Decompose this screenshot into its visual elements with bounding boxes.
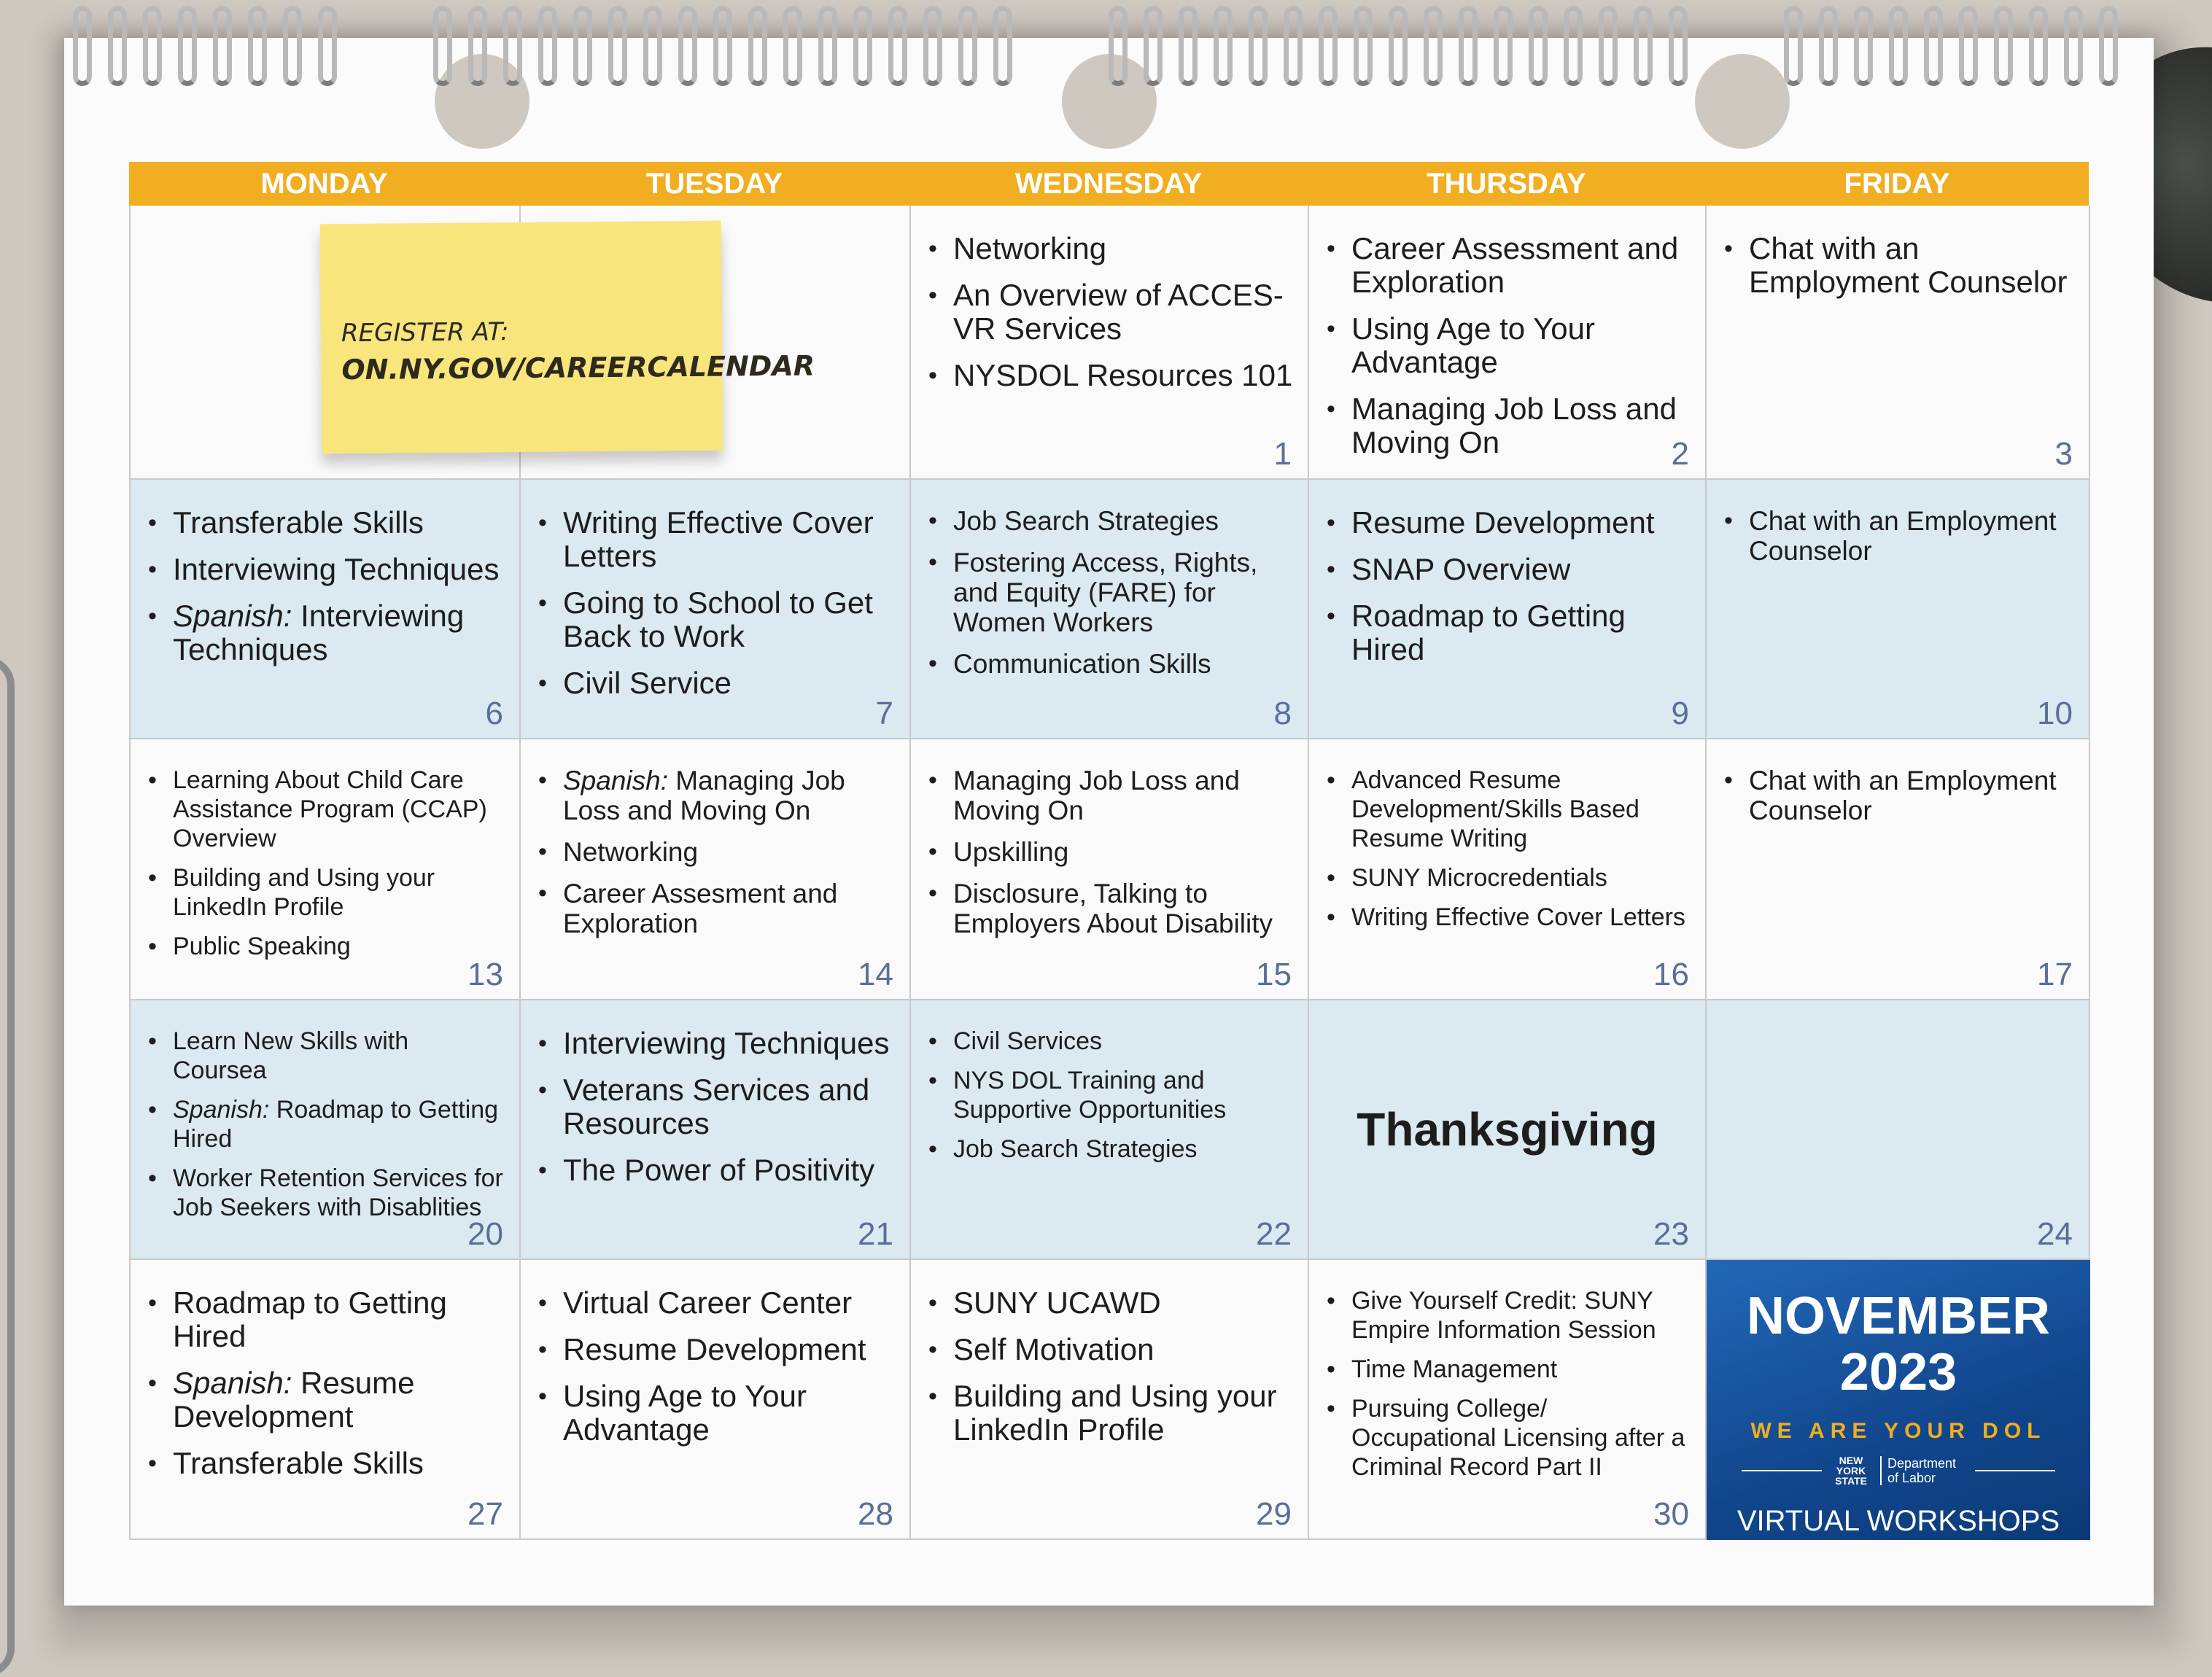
- promo-subtitle: VIRTUAL WORKSHOPS: [1736, 1505, 2060, 1537]
- header-thursday: THURSDAY: [1427, 167, 1586, 200]
- workshop-item[interactable]: [928, 1135, 1293, 1164]
- workshop-item[interactable]: [538, 1286, 895, 1320]
- day-cell[interactable]: [521, 1260, 911, 1540]
- binding-ring: [213, 6, 232, 86]
- binding-ring: [433, 6, 452, 86]
- workshop-title: Interviewing Techniques: [563, 1026, 890, 1060]
- workshop-item[interactable]: [148, 506, 505, 540]
- sticky-register-label: REGISTER AT:: [341, 317, 509, 349]
- day-cell[interactable]: [911, 480, 1309, 739]
- workshop-title: Civil Services: [953, 1027, 1103, 1055]
- day-number: 20: [467, 1216, 503, 1252]
- day-cell[interactable]: [1707, 739, 2090, 1000]
- day-number: 1: [1273, 436, 1292, 472]
- binding-ring: [1284, 6, 1303, 86]
- day-number: 23: [1653, 1216, 1689, 1252]
- binding-ring: [1179, 6, 1198, 86]
- cable: [0, 656, 15, 1677]
- spiral-binding: [73, 0, 2151, 87]
- workshop-title: Transferable Skills: [173, 1446, 424, 1480]
- binding-ring: [678, 6, 697, 86]
- logo-rule: [1742, 1470, 1822, 1471]
- workshop-title: Career Assesment and Exploration: [563, 879, 838, 938]
- logo-rule: [1975, 1470, 2055, 1471]
- workshop-list: [1724, 766, 2074, 825]
- workshop-item[interactable]: [148, 1164, 505, 1222]
- workshop-title: Resume Development: [563, 1332, 866, 1366]
- binding-ring: [1354, 6, 1373, 86]
- binding-ring: [503, 6, 522, 86]
- workshop-item[interactable]: [538, 879, 895, 938]
- binding-ring: [1494, 6, 1513, 86]
- day-cell[interactable]: [131, 1260, 521, 1540]
- binding-ring: [1319, 6, 1338, 86]
- workshop-list: [928, 232, 1293, 392]
- workshop-item[interactable]: [928, 279, 1293, 346]
- workshop-title: Pursuing College/ Occupational Licensing after a Criminal Record Part II: [1351, 1395, 1685, 1481]
- day-number: 16: [1653, 957, 1689, 992]
- workshop-list: [1327, 232, 1691, 459]
- workshop-title: Writing Effective Cover Letters: [563, 505, 874, 573]
- workshop-item[interactable]: [1327, 863, 1691, 892]
- day-number: 7: [875, 696, 893, 731]
- workshop-list: [1724, 232, 2074, 299]
- workshop-item[interactable]: [148, 599, 505, 666]
- workshop-title: Building and Using your LinkedIn Profile: [953, 1379, 1277, 1447]
- workshop-title: Transferable Skills: [173, 505, 424, 540]
- day-number: 22: [1256, 1216, 1292, 1252]
- binding-ring: [1959, 6, 1978, 86]
- workshop-item[interactable]: [1327, 903, 1691, 932]
- binding-ring: [1249, 6, 1268, 86]
- workshop-title: Using Age to Your Advantage: [1351, 311, 1595, 379]
- binding-ring: [1389, 6, 1408, 86]
- binding-ring: [468, 6, 487, 86]
- binding-ring: [1599, 6, 1618, 86]
- workshop-title: Networking: [563, 837, 699, 867]
- workshop-title: SUNY UCAWD: [953, 1285, 1161, 1320]
- workshop-list: [928, 1027, 1293, 1164]
- binding-ring: [1144, 6, 1163, 86]
- binding-ring: [1819, 6, 1838, 86]
- workshop-title: Upskilling: [953, 837, 1069, 867]
- workshop-title: NYSDOL Resources 101: [953, 358, 1293, 392]
- day-cell[interactable]: [1707, 206, 2090, 480]
- workshop-title: Roadmap to Getting Hired: [173, 1096, 499, 1153]
- workshop-item[interactable]: [148, 1095, 505, 1153]
- day-cell[interactable]: [131, 1000, 521, 1260]
- workshop-item[interactable]: [1327, 392, 1691, 459]
- binding-ring: [993, 6, 1012, 86]
- binding-ring: [643, 6, 662, 86]
- workshop-title: Chat with an Employment Counselor: [1749, 766, 2057, 825]
- workshop-item[interactable]: [1724, 506, 2074, 566]
- workshop-list: [148, 766, 505, 961]
- workshop-item[interactable]: [538, 506, 895, 573]
- workshop-list: [148, 506, 505, 666]
- workshop-item[interactable]: [928, 1066, 1293, 1124]
- day-number: 3: [2054, 436, 2073, 472]
- workshop-item[interactable]: [538, 1333, 895, 1366]
- workshop-item[interactable]: [928, 1027, 1293, 1056]
- promo-panel: [1707, 1260, 2090, 1540]
- workshop-title: SUNY Microcredentials: [1351, 864, 1607, 892]
- language-prefix: Spanish:: [563, 766, 668, 795]
- workshop-list: [538, 1286, 895, 1447]
- workshop-item[interactable]: [1327, 599, 1691, 666]
- binding-ring: [1854, 6, 1873, 86]
- workshop-list: [148, 1286, 505, 1480]
- workshop-title: Managing Job Loss and Moving On: [563, 766, 845, 825]
- binding-ring: [1669, 6, 1688, 86]
- workshop-title: Worker Retention Services for Job Seekers with Disablities: [173, 1164, 503, 1221]
- binding-gap: [1028, 0, 1109, 87]
- binding-ring: [178, 6, 197, 86]
- holiday-label: Thanksgiving: [1357, 1103, 1658, 1156]
- day-number: 27: [467, 1496, 503, 1532]
- binding-ring: [1214, 6, 1233, 86]
- workshop-list: [538, 766, 895, 938]
- day-number: 15: [1256, 957, 1292, 992]
- workshop-title: Advanced Resume Development/Skills Based Resume Writing: [1351, 766, 1639, 852]
- workshop-item[interactable]: [148, 553, 505, 586]
- sticky-note: [320, 221, 815, 454]
- workshop-item[interactable]: [928, 837, 1293, 867]
- day-cell[interactable]: [521, 1000, 911, 1260]
- day-cell[interactable]: [1309, 739, 1707, 1000]
- workshop-item[interactable]: [928, 649, 1293, 679]
- workshop-title: Disclosure, Talking to Employers About Disability: [953, 879, 1273, 938]
- workshop-item[interactable]: [1327, 506, 1691, 540]
- binding-ring: [1564, 6, 1583, 86]
- workshop-title: Using Age to Your Advantage: [563, 1379, 807, 1447]
- workshop-title: Communication Skills: [953, 649, 1211, 679]
- binding-ring: [248, 6, 267, 86]
- binding-ring: [1529, 6, 1548, 86]
- workshop-title: Fostering Access, Rights, and Equity (FARE) for Women Workers: [953, 548, 1258, 637]
- binding-ring: [958, 6, 977, 86]
- binding-ring: [608, 6, 627, 86]
- workshop-list: [928, 766, 1293, 938]
- workshop-title: Roadmap to Getting Hired: [173, 1285, 447, 1353]
- workshop-title: Interviewing Techniques: [173, 552, 500, 586]
- workshop-title: Career Assessment and Exploration: [1351, 231, 1679, 299]
- day-number: 21: [858, 1216, 893, 1252]
- workshop-list: [928, 1286, 1293, 1447]
- logo-state: NEW YORK STATE: [1835, 1455, 1867, 1487]
- workshop-title: Give Yourself Credit: SUNY Empire Information Session: [1351, 1287, 1656, 1344]
- workshop-title: SNAP Overview: [1351, 552, 1571, 586]
- binding-ring: [1784, 6, 1803, 86]
- workshop-title: NYS DOL Training and Supportive Opportunities: [953, 1067, 1227, 1124]
- workshop-item[interactable]: [538, 586, 895, 653]
- workshop-list: [1327, 766, 1691, 932]
- workshop-item[interactable]: [148, 1447, 505, 1480]
- workshop-title: An Overview of ACCES-VR Services: [953, 278, 1284, 346]
- language-prefix: Spanish:: [173, 599, 292, 633]
- sticky-register-url[interactable]: ON.NY.GOV/CAREERCALENDAR: [341, 349, 815, 386]
- workshop-item[interactable]: [1327, 232, 1691, 299]
- workshop-item[interactable]: [148, 932, 505, 961]
- binding-ring: [2064, 6, 2083, 86]
- day-number: 8: [1273, 696, 1292, 731]
- binding-ring: [748, 6, 767, 86]
- day-number: 29: [1256, 1496, 1292, 1532]
- workshop-title: The Power of Positivity: [563, 1153, 875, 1187]
- workshop-item[interactable]: [1327, 766, 1691, 853]
- binding-ring: [318, 6, 337, 86]
- workshop-item[interactable]: [538, 837, 895, 867]
- binding-ring: [1424, 6, 1443, 86]
- workshop-item[interactable]: [928, 1380, 1293, 1447]
- workshop-item[interactable]: [538, 766, 895, 825]
- workshop-item[interactable]: [1327, 312, 1691, 379]
- binding-ring: [1459, 6, 1478, 86]
- workshop-title: Networking: [953, 231, 1107, 265]
- day-cell[interactable]: [1309, 1260, 1707, 1540]
- binding-ring: [1994, 6, 2013, 86]
- binding-ring: [108, 6, 127, 86]
- day-cell[interactable]: [521, 739, 911, 1000]
- day-number: 9: [1671, 696, 1689, 731]
- day-cell[interactable]: [1309, 1000, 1707, 1260]
- workshop-list: [538, 506, 895, 700]
- day-cell[interactable]: [911, 739, 1309, 1000]
- day-number: 24: [2037, 1216, 2073, 1252]
- workshop-list: [1327, 1286, 1691, 1482]
- day-number: 17: [2037, 957, 2073, 992]
- promo-year: 2023: [1839, 1343, 1957, 1401]
- binding-ring: [1924, 6, 1943, 86]
- binding-gap: [1704, 0, 1784, 87]
- language-prefix: Spanish:: [173, 1366, 292, 1400]
- workshop-title: Interviewing Techniques: [173, 599, 465, 666]
- logo-department: Department of Labor: [1880, 1456, 1968, 1485]
- workshop-item[interactable]: [538, 1027, 895, 1060]
- workshop-title: Chat with an Employment Counselor: [1749, 231, 2068, 299]
- workshop-item[interactable]: [538, 1380, 895, 1447]
- day-cell[interactable]: [131, 739, 521, 1000]
- workshop-item[interactable]: [928, 506, 1293, 536]
- binding-ring: [573, 6, 592, 86]
- binding-ring: [818, 6, 837, 86]
- binding-ring: [538, 6, 557, 86]
- workshop-item[interactable]: [1327, 1394, 1691, 1482]
- workshop-item[interactable]: [538, 666, 895, 700]
- workshop-item[interactable]: [148, 766, 505, 853]
- binding-ring: [2029, 6, 2048, 86]
- binding-ring: [888, 6, 907, 86]
- binding-ring: [1889, 6, 1908, 86]
- workshop-item[interactable]: [928, 1286, 1293, 1320]
- day-cell[interactable]: [911, 206, 1309, 480]
- workshop-item[interactable]: [1327, 1355, 1691, 1384]
- workshop-item[interactable]: [1327, 553, 1691, 586]
- workshop-title: Resume Development: [1351, 505, 1655, 540]
- day-number: 14: [858, 957, 893, 992]
- workshop-list: [538, 1027, 895, 1187]
- workshop-item[interactable]: [928, 232, 1293, 265]
- day-cell[interactable]: [911, 1000, 1309, 1260]
- workshop-item[interactable]: [148, 1027, 505, 1085]
- workshop-list: [928, 506, 1293, 679]
- binding-ring: [783, 6, 802, 86]
- day-cell[interactable]: [911, 1260, 1309, 1540]
- workshop-item[interactable]: [1327, 1286, 1691, 1345]
- header-friday: FRIDAY: [1844, 167, 1950, 200]
- workshop-title: Managing Job Loss and Moving On: [953, 766, 1240, 825]
- day-number: 2: [1671, 436, 1689, 472]
- promo-tagline: WE ARE YOUR DOL: [1750, 1419, 2046, 1443]
- day-cell[interactable]: [1309, 206, 1707, 480]
- workshop-title: Writing Effective Cover Letters: [1351, 903, 1685, 931]
- workshop-title: Roadmap to Getting Hired: [1351, 599, 1626, 666]
- binding-gap: [353, 0, 433, 87]
- day-cell[interactable]: [1707, 1000, 2090, 1260]
- workshop-item[interactable]: [928, 766, 1293, 825]
- workshop-title: Civil Service: [563, 666, 732, 700]
- binding-ring: [923, 6, 942, 86]
- workshop-item[interactable]: [148, 1366, 505, 1433]
- day-cell[interactable]: [521, 480, 911, 739]
- workshop-title: Going to School to Get Back to Work: [563, 585, 873, 653]
- promo-month: NOVEMBER: [1746, 1287, 2051, 1345]
- workshop-list: [1724, 506, 2074, 566]
- binding-ring: [853, 6, 872, 86]
- workshop-item[interactable]: [928, 879, 1293, 938]
- workshop-title: Chat with an Employment Counselor: [1749, 506, 2057, 566]
- day-cell[interactable]: [1707, 480, 2090, 739]
- day-cell[interactable]: [1309, 480, 1707, 739]
- header-wednesday: WEDNESDAY: [1014, 167, 1203, 200]
- binding-ring: [73, 6, 92, 86]
- workshop-list: [148, 1027, 505, 1222]
- workshop-title: Virtual Career Center: [563, 1285, 853, 1320]
- day-number: 6: [485, 696, 503, 731]
- workshop-title: Time Management: [1351, 1355, 1558, 1383]
- workshop-item[interactable]: [928, 1333, 1293, 1366]
- binding-ring: [2099, 6, 2118, 86]
- workshop-title: Job Search Strategies: [953, 1135, 1198, 1163]
- workshop-item[interactable]: [1724, 766, 2074, 825]
- day-number: 10: [2037, 696, 2073, 731]
- header-monday: MONDAY: [260, 167, 388, 200]
- workshop-title: Learn New Skills with Coursea: [173, 1027, 409, 1084]
- weekday-header: [129, 162, 2089, 206]
- binding-ring: [283, 6, 302, 86]
- nysdol-logo: [1742, 1455, 2055, 1486]
- binding-ring: [713, 6, 732, 86]
- header-tuesday: TUESDAY: [645, 167, 783, 200]
- day-number: 13: [467, 957, 503, 992]
- workshop-title: Job Search Strategies: [953, 506, 1219, 536]
- workshop-title: Resume Development: [173, 1366, 415, 1433]
- workshop-title: Learning About Child Care Assistance Program (CCAP) Overview: [173, 766, 487, 852]
- binding-ring: [1634, 6, 1653, 86]
- workshop-title: Veterans Services and Resources: [563, 1073, 870, 1140]
- workshop-item[interactable]: [538, 1153, 895, 1187]
- day-number: 28: [858, 1496, 893, 1532]
- binding-ring: [143, 6, 162, 86]
- workshop-title: Public Speaking: [173, 933, 351, 960]
- workshop-item[interactable]: [538, 1073, 895, 1140]
- workshop-title: Building and Using your LinkedIn Profile: [173, 864, 435, 921]
- workshop-item[interactable]: [928, 548, 1293, 637]
- workshop-item[interactable]: [1724, 232, 2074, 299]
- workshop-item[interactable]: [148, 863, 505, 922]
- language-prefix: Spanish:: [173, 1096, 270, 1124]
- workshop-item[interactable]: [148, 1286, 505, 1353]
- day-number: 30: [1653, 1496, 1689, 1532]
- workshop-title: Managing Job Loss and Moving On: [1351, 392, 1677, 459]
- workshop-list: [1327, 506, 1691, 666]
- binding-ring: [1109, 6, 1128, 86]
- workshop-item[interactable]: [928, 359, 1293, 392]
- workshop-title: Self Motivation: [953, 1332, 1154, 1366]
- day-cell[interactable]: [131, 480, 521, 739]
